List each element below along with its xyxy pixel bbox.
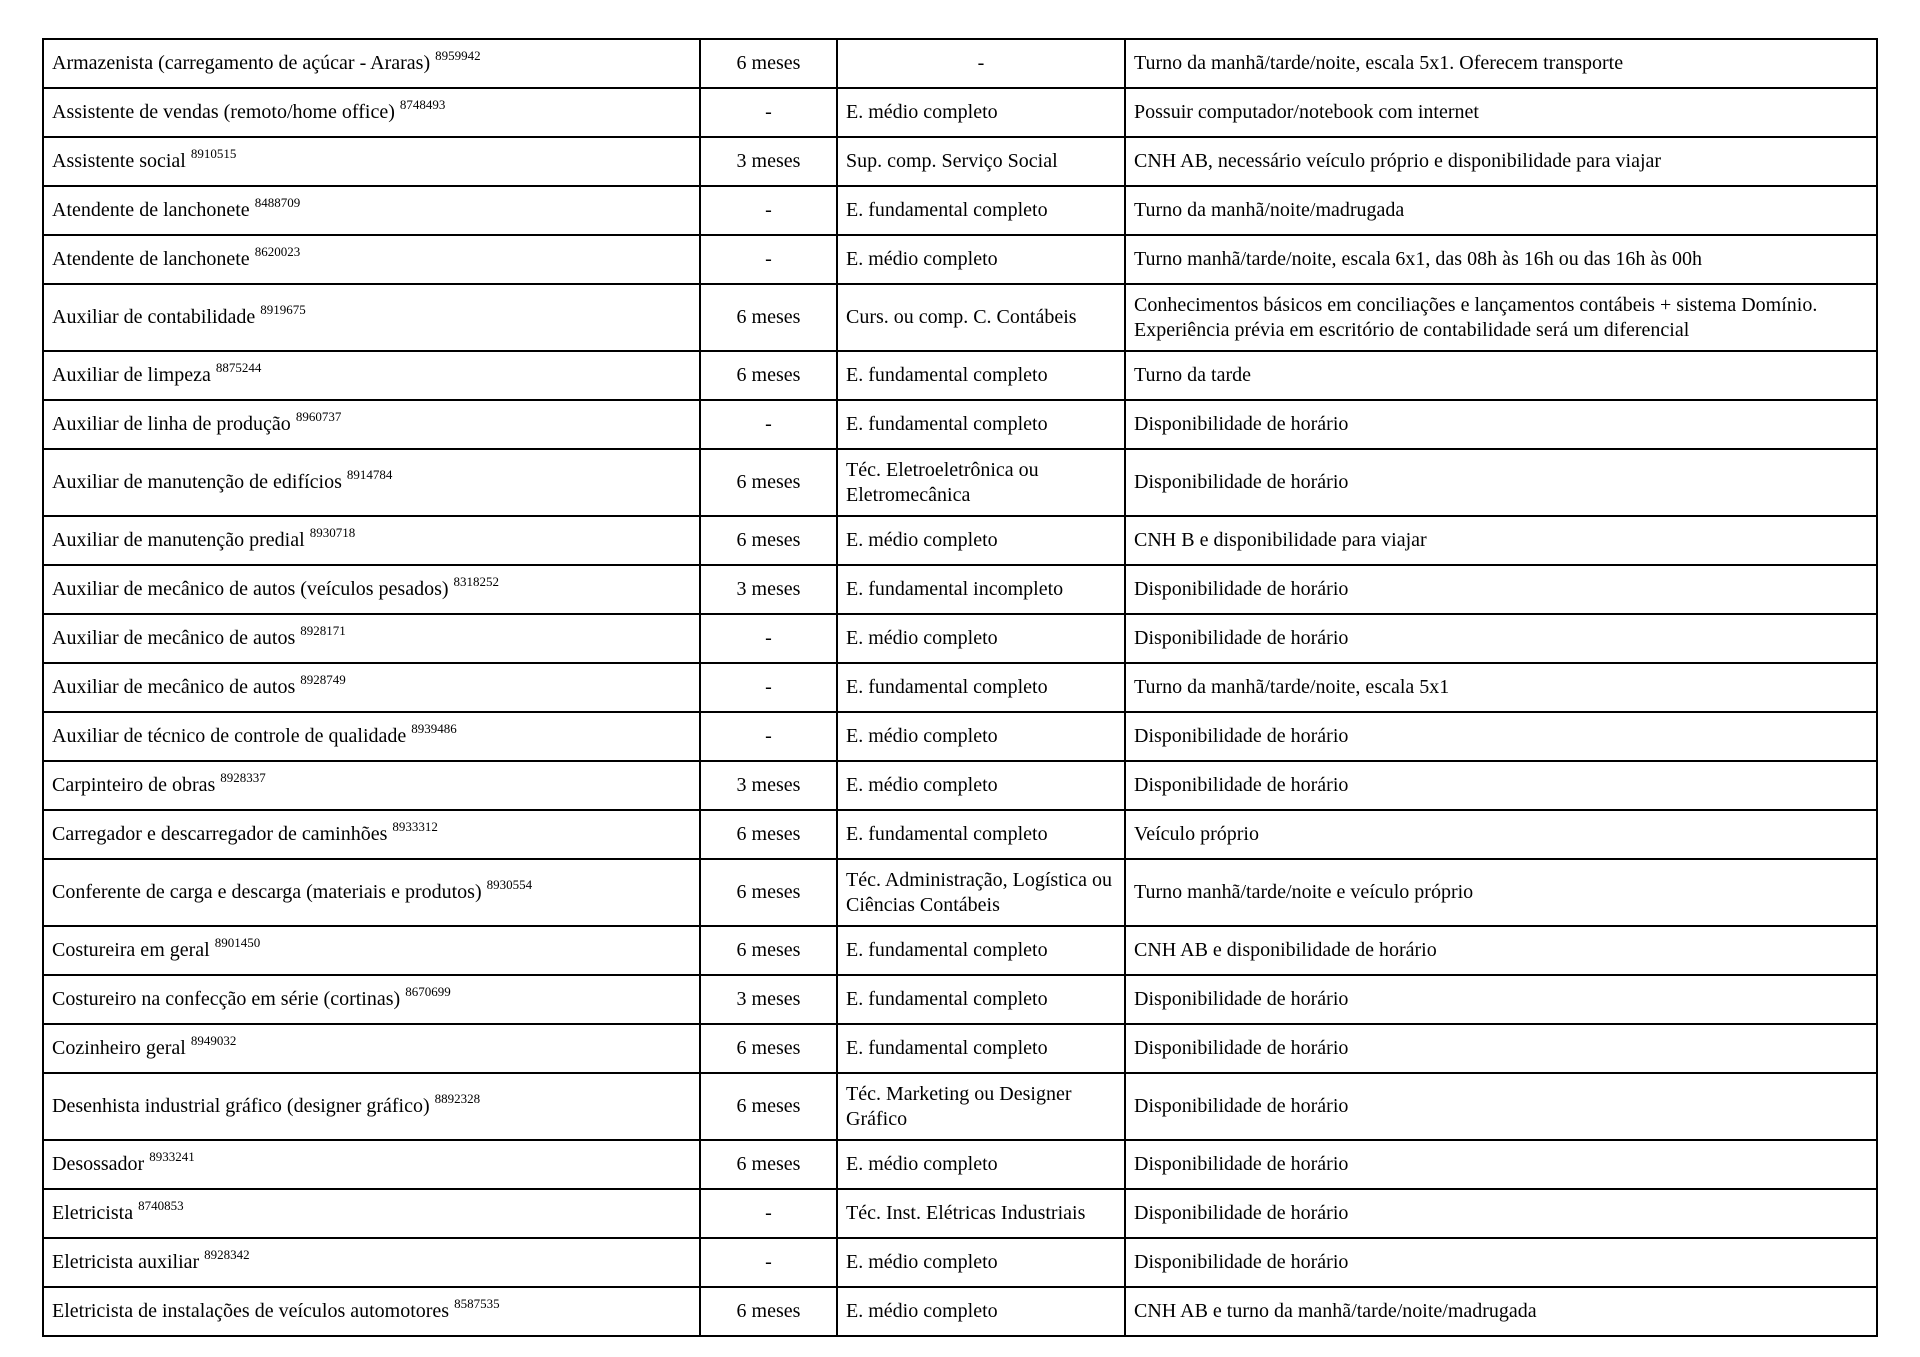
experience-cell: - bbox=[700, 400, 837, 449]
requirements-cell: Turno da manhã/noite/madrugada bbox=[1125, 186, 1877, 235]
experience-cell: 6 meses bbox=[700, 449, 837, 516]
job-title: Desenhista industrial gráfico (designer gráfico) bbox=[52, 1095, 430, 1118]
job-title: Auxiliar de técnico de controle de qualidade bbox=[52, 725, 407, 748]
requirements-cell: Turno da manhã/tarde/noite, escala 5x1. Oferecem transporte bbox=[1125, 39, 1877, 88]
table-row bbox=[43, 1189, 1877, 1238]
experience-cell: 6 meses bbox=[700, 810, 837, 859]
requirements-cell: Disponibilidade de horário bbox=[1125, 975, 1877, 1024]
table-row bbox=[43, 88, 1877, 137]
job-title: Carregador e descarregador de caminhões bbox=[52, 823, 388, 846]
education-cell: E. médio completo bbox=[837, 235, 1125, 284]
job-title: Costureira em geral bbox=[52, 939, 210, 962]
experience-cell: 6 meses bbox=[700, 859, 837, 926]
education-cell: E. fundamental completo bbox=[837, 810, 1125, 859]
table-row bbox=[43, 712, 1877, 761]
job-title-cell bbox=[43, 351, 700, 400]
job-code: 8670699 bbox=[405, 984, 451, 1000]
table-row bbox=[43, 614, 1877, 663]
education-cell: E. médio completo bbox=[837, 761, 1125, 810]
job-title-cell bbox=[43, 975, 700, 1024]
table-row bbox=[43, 449, 1877, 516]
job-title-cell bbox=[43, 516, 700, 565]
table-row bbox=[43, 859, 1877, 926]
job-title-cell bbox=[43, 663, 700, 712]
job-title-cell bbox=[43, 761, 700, 810]
requirements-cell: CNH B e disponibilidade para viajar bbox=[1125, 516, 1877, 565]
education-cell: E. fundamental completo bbox=[837, 400, 1125, 449]
experience-cell: - bbox=[700, 1238, 837, 1287]
table-row bbox=[43, 1024, 1877, 1073]
job-title-cell bbox=[43, 926, 700, 975]
education-cell: E. médio completo bbox=[837, 88, 1125, 137]
education-cell: E. fundamental completo bbox=[837, 351, 1125, 400]
experience-cell: 3 meses bbox=[700, 975, 837, 1024]
job-title: Eletricista auxiliar bbox=[52, 1251, 200, 1274]
table-row bbox=[43, 1140, 1877, 1189]
job-code: 8933312 bbox=[392, 819, 438, 835]
job-title-cell bbox=[43, 400, 700, 449]
job-title-cell bbox=[43, 614, 700, 663]
job-title-cell bbox=[43, 88, 700, 137]
table-row bbox=[43, 926, 1877, 975]
table-row bbox=[43, 284, 1877, 351]
table-row bbox=[43, 400, 1877, 449]
experience-cell: 3 meses bbox=[700, 761, 837, 810]
experience-cell: - bbox=[700, 88, 837, 137]
requirements-cell: Disponibilidade de horário bbox=[1125, 1238, 1877, 1287]
education-cell: Téc. Marketing ou Designer Gráfico bbox=[837, 1073, 1125, 1140]
requirements-cell: Disponibilidade de horário bbox=[1125, 761, 1877, 810]
education-cell: E. médio completo bbox=[837, 516, 1125, 565]
job-code: 8928171 bbox=[300, 623, 346, 639]
job-title: Cozinheiro geral bbox=[52, 1037, 186, 1060]
table-row bbox=[43, 516, 1877, 565]
experience-cell: 6 meses bbox=[700, 1287, 837, 1336]
education-cell: E. fundamental completo bbox=[837, 926, 1125, 975]
job-title-cell bbox=[43, 712, 700, 761]
table-row bbox=[43, 235, 1877, 284]
experience-cell: 6 meses bbox=[700, 1140, 837, 1189]
education-cell: E. fundamental completo bbox=[837, 975, 1125, 1024]
job-title: Atendente de lanchonete bbox=[52, 248, 250, 271]
table-row bbox=[43, 1287, 1877, 1336]
job-code: 8933241 bbox=[149, 1149, 195, 1165]
job-title-cell bbox=[43, 284, 700, 351]
table-row bbox=[43, 975, 1877, 1024]
education-cell: Sup. comp. Serviço Social bbox=[837, 137, 1125, 186]
job-title: Auxiliar de contabilidade bbox=[52, 306, 256, 329]
job-title: Assistente social bbox=[52, 150, 186, 173]
experience-cell: - bbox=[700, 712, 837, 761]
requirements-cell: Veículo próprio bbox=[1125, 810, 1877, 859]
requirements-cell: CNH AB e turno da manhã/tarde/noite/madrugada bbox=[1125, 1287, 1877, 1336]
education-cell: Téc. Inst. Elétricas Industriais bbox=[837, 1189, 1125, 1238]
job-code: 8620023 bbox=[254, 244, 301, 260]
job-title-cell bbox=[43, 810, 700, 859]
job-code: 8488709 bbox=[254, 195, 301, 211]
requirements-cell: Disponibilidade de horário bbox=[1125, 565, 1877, 614]
job-title: Eletricista de instalações de veículos automotores bbox=[52, 1300, 450, 1323]
table-row bbox=[43, 1238, 1877, 1287]
requirements-cell: Conhecimentos básicos em conciliações e lançamentos contábeis + sistema Domínio. Experiência prévia em escritório de contabilidade será um diferencial bbox=[1125, 284, 1877, 351]
job-title-cell bbox=[43, 39, 700, 88]
requirements-cell: Turno da manhã/tarde/noite, escala 5x1 bbox=[1125, 663, 1877, 712]
requirements-cell: Turno manhã/tarde/noite e veículo próprio bbox=[1125, 859, 1877, 926]
job-title: Auxiliar de limpeza bbox=[52, 364, 211, 387]
job-title: Conferente de carga e descarga (materiais e produtos) bbox=[52, 881, 482, 904]
experience-cell: 6 meses bbox=[700, 39, 837, 88]
job-code: 8910515 bbox=[190, 146, 237, 162]
job-code: 8930718 bbox=[309, 525, 356, 541]
job-title: Assistente de vendas (remoto/home office) bbox=[52, 101, 395, 124]
education-cell: E. médio completo bbox=[837, 1140, 1125, 1189]
experience-cell: - bbox=[700, 235, 837, 284]
requirements-cell: Disponibilidade de horário bbox=[1125, 1140, 1877, 1189]
job-code: 8960737 bbox=[295, 409, 342, 425]
job-code: 8318252 bbox=[453, 574, 500, 590]
job-code: 8928749 bbox=[300, 672, 346, 688]
job-title-cell bbox=[43, 1287, 700, 1336]
job-code: 8748493 bbox=[399, 97, 446, 113]
job-title: Atendente de lanchonete bbox=[52, 199, 250, 222]
job-title: Armazenista (carregamento de açúcar - Araras) bbox=[52, 52, 431, 75]
job-code: 8928337 bbox=[220, 770, 266, 786]
requirements-cell: Disponibilidade de horário bbox=[1125, 1073, 1877, 1140]
table-row bbox=[43, 1073, 1877, 1140]
table-row bbox=[43, 186, 1877, 235]
experience-cell: 6 meses bbox=[700, 1073, 837, 1140]
table-row bbox=[43, 663, 1877, 712]
job-title: Auxiliar de mecânico de autos (veículos pesados) bbox=[52, 578, 449, 601]
experience-cell: - bbox=[700, 663, 837, 712]
job-code: 8587535 bbox=[454, 1296, 500, 1312]
job-title: Auxiliar de manutenção de edifícios bbox=[52, 471, 342, 494]
job-title-cell bbox=[43, 1189, 700, 1238]
experience-cell: 6 meses bbox=[700, 516, 837, 565]
requirements-cell: Disponibilidade de horário bbox=[1125, 614, 1877, 663]
job-title-cell bbox=[43, 1238, 700, 1287]
education-cell: - bbox=[837, 39, 1125, 88]
education-cell: E. médio completo bbox=[837, 1238, 1125, 1287]
education-cell: E. médio completo bbox=[837, 614, 1125, 663]
experience-cell: 3 meses bbox=[700, 137, 837, 186]
requirements-cell: CNH AB e disponibilidade de horário bbox=[1125, 926, 1877, 975]
requirements-cell: Turno da tarde bbox=[1125, 351, 1877, 400]
education-cell: E. fundamental completo bbox=[837, 186, 1125, 235]
table-row bbox=[43, 565, 1877, 614]
experience-cell: - bbox=[700, 186, 837, 235]
job-code: 8930554 bbox=[486, 877, 533, 893]
job-code: 8892328 bbox=[434, 1091, 481, 1107]
requirements-cell: Disponibilidade de horário bbox=[1125, 1189, 1877, 1238]
job-title: Desossador bbox=[52, 1153, 145, 1176]
job-code: 8919675 bbox=[260, 302, 306, 318]
education-cell: E. fundamental incompleto bbox=[837, 565, 1125, 614]
table-row bbox=[43, 810, 1877, 859]
requirements-cell: Possuir computador/notebook com internet bbox=[1125, 88, 1877, 137]
job-title: Eletricista bbox=[52, 1202, 134, 1225]
job-title-cell bbox=[43, 1073, 700, 1140]
job-code: 8875244 bbox=[215, 360, 262, 376]
education-cell: Curs. ou comp. C. Contábeis bbox=[837, 284, 1125, 351]
job-code: 8914784 bbox=[346, 467, 393, 483]
table-row bbox=[43, 351, 1877, 400]
job-code: 8939486 bbox=[411, 721, 457, 737]
experience-cell: 6 meses bbox=[700, 1024, 837, 1073]
requirements-cell: Disponibilidade de horário bbox=[1125, 712, 1877, 761]
table-row bbox=[43, 39, 1877, 88]
table-row bbox=[43, 761, 1877, 810]
requirements-cell: CNH AB, necessário veículo próprio e disponibilidade para viajar bbox=[1125, 137, 1877, 186]
job-title: Auxiliar de manutenção predial bbox=[52, 529, 305, 552]
requirements-cell: Disponibilidade de horário bbox=[1125, 449, 1877, 516]
job-title-cell bbox=[43, 1024, 700, 1073]
vacancies-table-body bbox=[43, 39, 1877, 1336]
education-cell: Téc. Eletroeletrônica ou Eletromecânica bbox=[837, 449, 1125, 516]
education-cell: E. fundamental completo bbox=[837, 1024, 1125, 1073]
experience-cell: 3 meses bbox=[700, 565, 837, 614]
job-title-cell bbox=[43, 235, 700, 284]
job-title: Carpinteiro de obras bbox=[52, 774, 216, 797]
job-code: 8928342 bbox=[204, 1247, 250, 1263]
experience-cell: - bbox=[700, 1189, 837, 1238]
requirements-cell: Turno manhã/tarde/noite, escala 6x1, das 08h às 16h ou das 16h às 00h bbox=[1125, 235, 1877, 284]
job-title-cell bbox=[43, 186, 700, 235]
table-row bbox=[43, 137, 1877, 186]
education-cell: E. fundamental completo bbox=[837, 663, 1125, 712]
job-title-cell bbox=[43, 449, 700, 516]
experience-cell: 6 meses bbox=[700, 351, 837, 400]
vacancies-table bbox=[42, 38, 1878, 1337]
job-title: Auxiliar de mecânico de autos bbox=[52, 627, 296, 650]
job-code: 8901450 bbox=[214, 935, 261, 951]
education-cell: Téc. Administração, Logística ou Ciências Contábeis bbox=[837, 859, 1125, 926]
job-title-cell bbox=[43, 859, 700, 926]
job-title-cell bbox=[43, 565, 700, 614]
job-title: Auxiliar de mecânico de autos bbox=[52, 676, 296, 699]
requirements-cell: Disponibilidade de horário bbox=[1125, 400, 1877, 449]
experience-cell: 6 meses bbox=[700, 926, 837, 975]
requirements-cell: Disponibilidade de horário bbox=[1125, 1024, 1877, 1073]
job-code: 8740853 bbox=[138, 1198, 184, 1214]
education-cell: E. médio completo bbox=[837, 1287, 1125, 1336]
education-cell: E. médio completo bbox=[837, 712, 1125, 761]
job-title-cell bbox=[43, 1140, 700, 1189]
job-title: Auxiliar de linha de produção bbox=[52, 413, 291, 436]
experience-cell: 6 meses bbox=[700, 284, 837, 351]
job-code: 8959942 bbox=[435, 48, 481, 64]
job-title-cell bbox=[43, 137, 700, 186]
experience-cell: - bbox=[700, 614, 837, 663]
job-code: 8949032 bbox=[190, 1033, 237, 1049]
job-title: Costureiro na confecção em série (cortinas) bbox=[52, 988, 401, 1011]
